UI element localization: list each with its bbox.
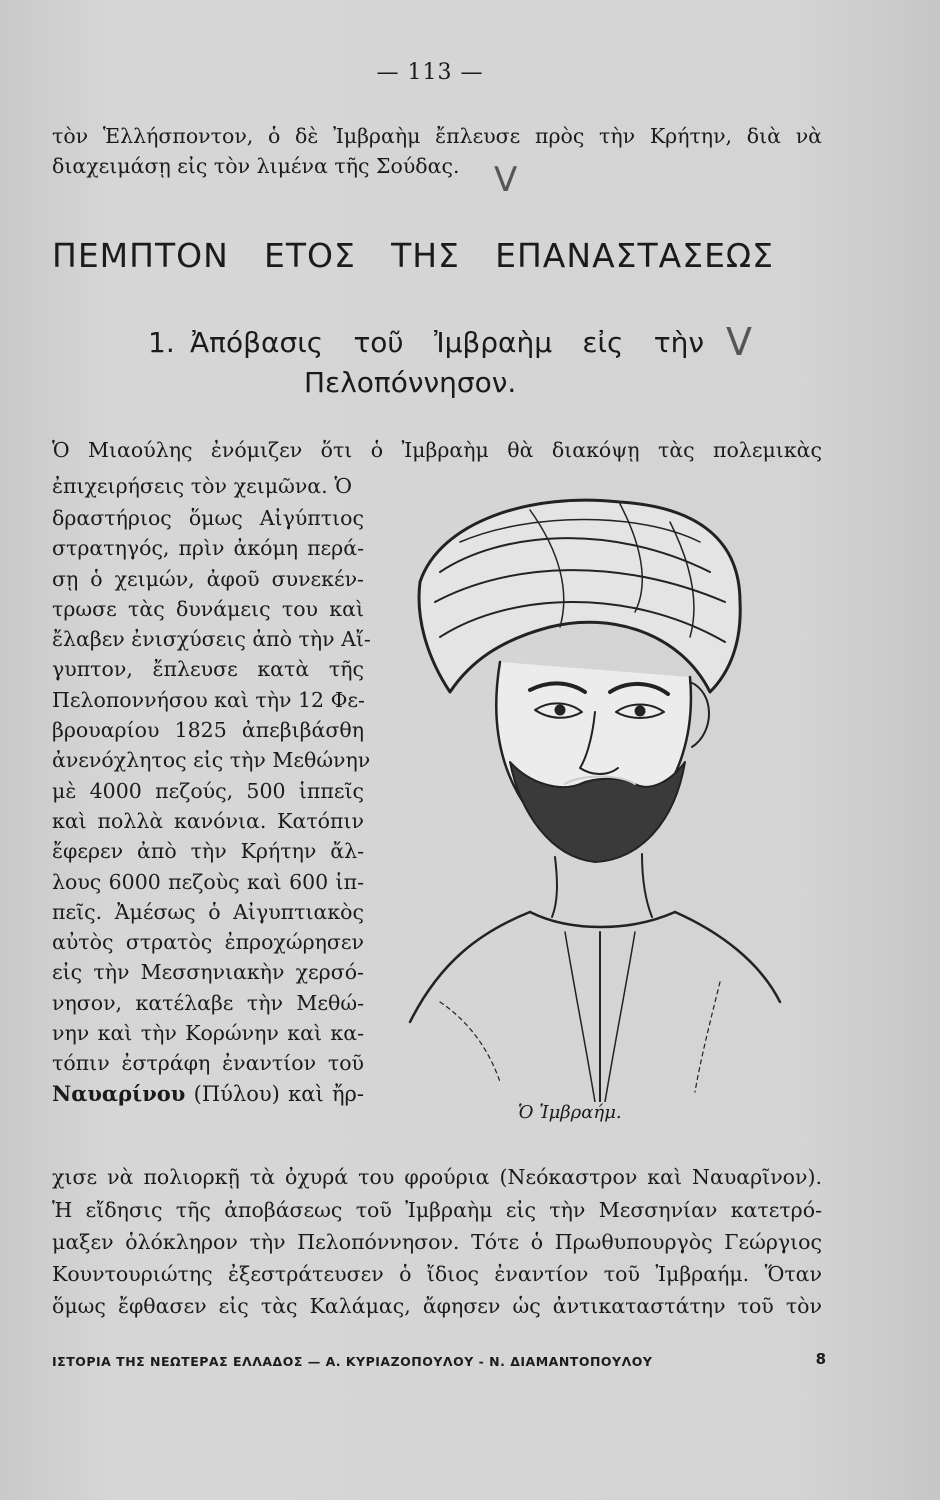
bold-line-rest: (Πύλου) καὶ ἤρ- [185,1081,364,1106]
column-line: νην καὶ τὴν Κορώνην καὶ κα- [52,1021,364,1046]
intro-line-2: διαχειμάσῃ εἰς τὸν λιμένα τῆς Σούδας. [52,154,460,178]
paragraph2-line: μαξεν ὁλόκληρον τὴν Πελοπόννησον. Τότε ὁ Πρωθυπουργὸς Γεώργιος [52,1230,822,1254]
paragraph-line: ἐπιχειρήσεις τὸν χειμῶνα. Ὁ [52,474,352,498]
column-line: ἀνενόχλητος εἰς τὴν Μεθώνην [52,748,371,773]
column-line: μὲ 4000 πεζούς, 500 ἱππεῖς [52,778,364,803]
column-line: σῃ ὁ χειμών, ἀφοῦ συνεκέν- [52,566,364,591]
intro-line-1: τὸν Ἑλλήσποντον, ὁ δὲ Ἰμβραὴμ ἔπλευσε πρὸς τὴν Κρήτην, διὰ νὰ [52,124,822,148]
portrait-illustration [380,462,812,1102]
coat-left [410,912,530,1022]
column-line: ἔφερεν ἀπὸ τὴν Κρήτην ἄλ- [52,839,364,864]
coat-right [675,912,780,1002]
column-line: τρωσε τὰς δυνάμεις του καὶ [52,596,364,621]
column-line: αὐτὸς στρατὸς ἐπροχώρησεν [52,930,364,955]
column-line: στρατηγός, πρὶν ἀκόμη περά- [52,536,364,561]
neck [552,854,652,917]
paragraph2-line: Κουντουριώτης ἐξεστράτευσεν ὁ ἴδιος ἐναντίον τοῦ Ἰμβραήμ. Ὅταν [52,1262,822,1286]
paragraph-line: Ὁ Μιαούλης ἐνόμιζεν ὅτι ὁ Ἰμβραὴμ θὰ διακόψῃ τὰς πολεμικὰς [52,438,822,462]
column-line: καὶ πολλὰ κανόνια. Κατόπιν [52,808,364,833]
paragraph2-line: ὅμως ἔφθασεν εἰς τὰς Καλάμας, ἄφησεν ὡς ἀντικαταστάτην τοῦ τὸν [52,1294,822,1318]
section-number: 1. [148,326,175,359]
section-title-line-1: Ἀπόβασις τοῦ Ἰμβραὴμ εἰς τὴν [190,326,704,359]
column-line: γυπτον, ἔπλευσε κατὰ τῆς [52,657,364,682]
paragraph-end-line: χισε νὰ πολιορκῇ τὰ ὀχυρά του φρούρια (Νεόκαστρον καὶ Ναυαρῖνον). [52,1165,822,1189]
pencil-checkmark-2: V [726,320,752,364]
column-line: βρουαρίου 1825 ἀπεβιβάσθη [52,718,364,743]
turban-outline [419,500,740,692]
section-title-line-2: Πελοπόννησον. [304,366,517,399]
sheet-number: 8 [815,1350,826,1368]
column-line: νησον, κατέλαβε τὴν Μεθώ- [52,990,364,1015]
portrait-caption: Ὁ Ἰμβραήμ. [518,1102,622,1123]
paragraph2-line: Ἡ εἴδησις τῆς ἀποβάσεως τοῦ Ἰμβραὴμ εἰς τὴν Μεσσηνίαν κατετρό- [52,1198,822,1222]
bold-place-name: Ναυαρίνου [52,1080,186,1106]
column-line: εἰς τὴν Μεσσηνιακὴν χερσό- [52,960,364,985]
column-line: τόπιν ἐστράφη ἐναντίον τοῦ [52,1051,364,1076]
text-column [52,503,371,1109]
collar [530,912,675,927]
column-line: Πελοποννήσου καὶ τὴν 12 Φε- [52,687,365,712]
coat-shading [440,982,720,1092]
column-line: ἔλαβεν ἐνισχύσεις ἀπὸ τὴν Αἴ- [52,627,371,652]
ear [690,682,709,747]
right-pupil [635,706,645,716]
column-line: δραστήριος ὅμως Αἰγύπτιος [52,506,364,530]
chapter-heading: ΠΕΜΠΤΟΝ ΕΤΟΣ ΤΗΣ ΕΠΑΝΑΣΤΑΣΕΩΣ [52,236,774,275]
pencil-checkmark: V [494,160,518,200]
page-number: — 113 — [376,60,484,85]
column-line: πεῖς. Ἀμέσως ὁ Αἰγυπτιακὸς [52,899,364,924]
column-line-bold [52,1079,364,1109]
left-pupil [555,705,565,715]
column-line: λους 6000 πεζοὺς καὶ 600 ἱπ- [52,869,364,894]
book-footer: ΙΣΤΟΡΙΑ ΤΗΣ ΝΕΩΤΕΡΑΣ ΕΛΛΑΔΟΣ — Α. ΚΥΡΙΑΖΟΠΟΥΛΟΥ - Ν. ΔΙΑΜΑΝΤΟΠΟΥΛΟΥ [52,1354,653,1369]
